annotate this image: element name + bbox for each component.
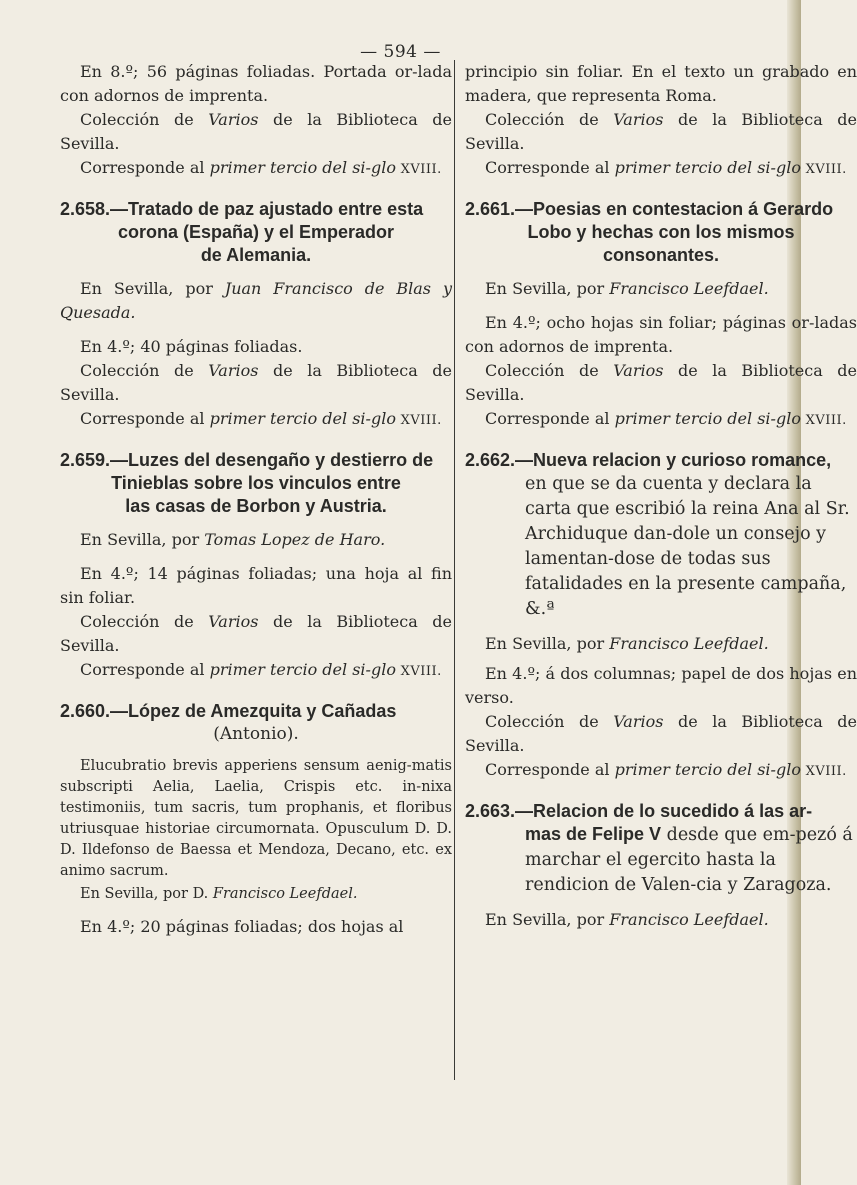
imprint-line: En Sevilla, por Francisco Leefdael.: [485, 634, 769, 653]
period-line: Corresponde al primer tercio del si-glo XVIII.: [80, 660, 442, 679]
entry-2661-title: 2.661.—Poesias en contestacion á Gerardo Lobo y hechas con los mismos consonantes.: [465, 199, 834, 265]
entry-2659-title: 2.659.—Luzes del desengaño y destierro de Tinieblas sobre los vinculos entre las casas de Borbon y Austria.: [60, 450, 434, 516]
column-divider: [454, 60, 455, 1080]
imprint-line: En Sevilla, por Francisco Leefdael.: [485, 279, 769, 298]
period-line: Corresponde al primer tercio del si-glo XVIII.: [80, 158, 442, 177]
entry-2662-title: 2.662.—Nueva relacion y curioso romance, en que se da cuenta y declara la carta que escribió la reina Ana al Sr. Archiduque dan-dole un consejo y lamentan-dose de todas sus fatalidades en la presente campaña, &.ª: [465, 450, 850, 619]
paragraph: En 8.º; 56 páginas foliadas. Portada or-lada con adornos de imprenta.: [60, 62, 452, 105]
right-column: [465, 60, 857, 932]
period-line: Corresponde al primer tercio del si-glo XVIII.: [80, 409, 442, 428]
period-line: Corresponde al primer tercio del si-glo XVIII.: [485, 158, 847, 177]
description-line: En 4.º; 20 páginas foliadas; dos hojas al: [80, 917, 404, 936]
period-line: Corresponde al primer tercio del si-glo XVIII.: [485, 760, 847, 779]
imprint-line: En Sevilla, por Juan Francisco de Blas y Quesada.: [60, 279, 452, 322]
latin-title: Elucubratio brevis apperiens sensum aenig-matis subscripti Aelia, Laelia, Crispis etc. in-nixa testimoniis, tum sacris, tum prophanis, et floribus utriusquae historiae circumornata. Opusculum D. D. D. Ildefonso de Baessa et Mendoza, Decano, etc. ex animo sacrum.: [60, 758, 452, 879]
page-number: — 594 —: [360, 42, 441, 62]
description-line: En 4.º; 40 páginas foliadas.: [80, 337, 303, 356]
collection-line: Colección de Varios de la Biblioteca de Sevilla.: [465, 110, 857, 153]
collection-line: Colección de Varios de la Biblioteca de Sevilla.: [465, 712, 857, 755]
collection-line: Colección de Varios de la Biblioteca de Sevilla.: [465, 361, 857, 404]
description-line: En 4.º; ocho hojas sin foliar; páginas or-ladas con adornos de imprenta.: [465, 313, 857, 356]
paragraph: principio sin foliar. En el texto un grabado en madera, que representa Roma.: [465, 62, 857, 105]
entry-2658-title: 2.658.—Tratado de paz ajustado entre esta corona (España) y el Emperador de Alemania.: [60, 199, 424, 265]
entry-2660-title: 2.660.—López de Amezquita y Cañadas (Antonio).: [60, 701, 397, 744]
collection-line: Colección de Varios de la Biblioteca de Sevilla.: [60, 361, 452, 404]
collection-line: Colección de Varios de la Biblioteca de Sevilla.: [60, 612, 452, 655]
imprint-line: En Sevilla, por Tomas Lopez de Haro.: [80, 530, 386, 549]
collection-line: Colección de Varios de la Biblioteca de Sevilla.: [60, 110, 452, 153]
imprint-line: En Sevilla, por Francisco Leefdael.: [485, 910, 769, 929]
left-column: [60, 60, 452, 939]
entry-2663-title: 2.663.—Relacion de lo sucedido á las ar- mas de Felipe V desde que em-pezó á marchar el egercito hasta la rendicion de Valen-cia y Zaragoza.: [465, 801, 853, 895]
description-line: En 4.º; 14 páginas foliadas; una hoja al fin sin foliar.: [60, 564, 452, 607]
imprint-line: En Sevilla, por D. Francisco Leefdael.: [80, 886, 358, 902]
description-line: En 4.º; á dos columnas; papel de dos hojas en verso.: [465, 664, 857, 707]
period-line: Corresponde al primer tercio del si-glo XVIII.: [485, 409, 847, 428]
